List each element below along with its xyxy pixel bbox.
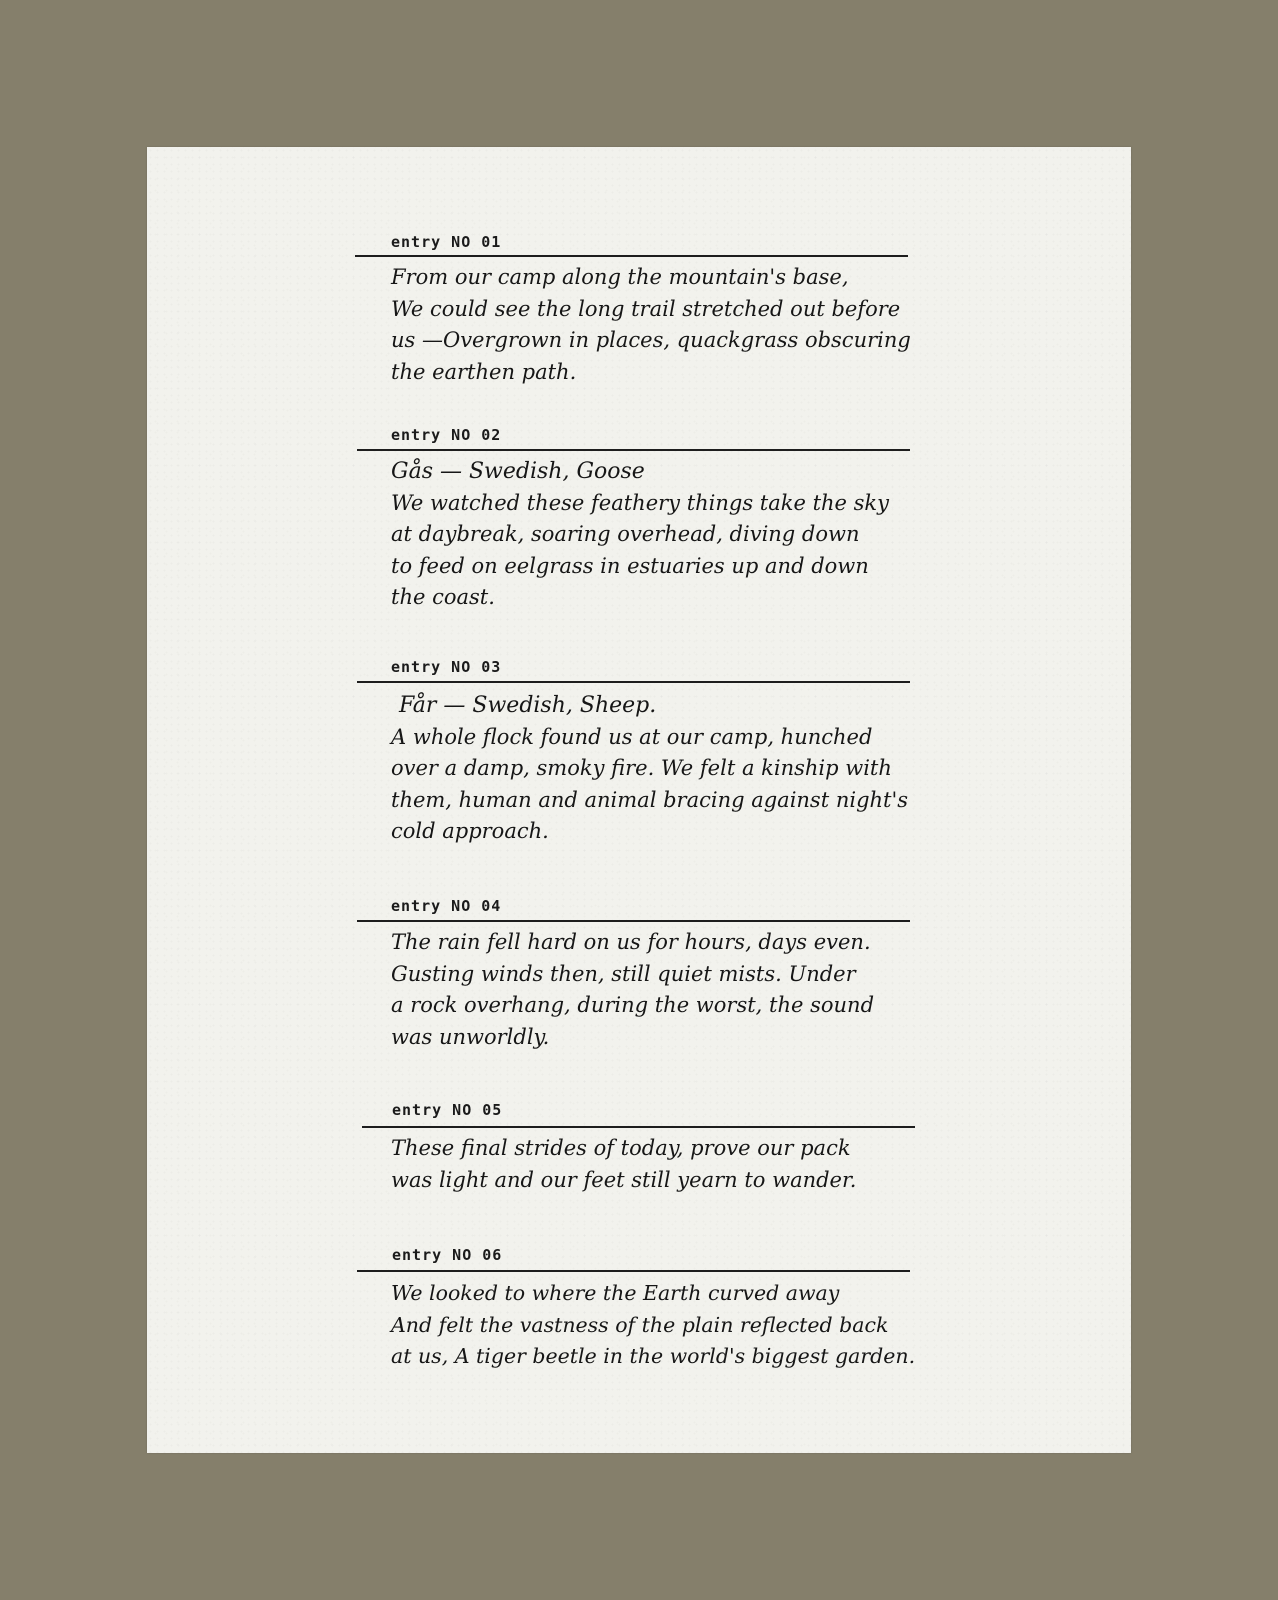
entry-line: Gusting winds then, still quiet mists. Under: [391, 961, 856, 986]
entry-line: A whole flock found us at our camp, hunched: [391, 724, 873, 749]
entry-label: entry NO 02: [391, 426, 502, 444]
entry-line: was unworldly.: [391, 1024, 550, 1049]
entry-line: We could see the long trail stretched out before: [391, 296, 901, 321]
entry-text: [391, 927, 951, 1053]
entry-line: We looked to where the Earth curved away: [391, 1281, 840, 1305]
entry-line: a rock overhang, during the worst, the sound: [391, 993, 875, 1017]
entry-divider: [357, 920, 910, 922]
entry-label: entry NO 01: [391, 233, 502, 251]
entry-divider: [357, 449, 910, 451]
entry-divider: [362, 1126, 915, 1128]
entry-text: [391, 1133, 951, 1196]
entry-line: And felt the vastness of the plain reflected back: [391, 1312, 889, 1337]
entry-heading: Får — Swedish, Sheep.: [399, 693, 657, 718]
entry-label: entry NO 06: [392, 1246, 503, 1264]
entry-text: [391, 262, 951, 388]
entry-label: entry NO 04: [391, 897, 502, 915]
entry-line: at us, A tiger beetle in the world's biggest garden.: [391, 1344, 916, 1368]
entry-line: them, human and animal bracing against night's: [391, 787, 909, 812]
entry-text: [391, 690, 951, 848]
entry-line: the earthen path.: [391, 359, 577, 384]
entry-line: at daybreak, soaring overhead, diving down: [391, 522, 860, 546]
entry-divider: [357, 681, 910, 683]
entry-line: The rain fell hard on us for hours, days even.: [391, 930, 871, 954]
entry-line: From our camp along the mountain's base,: [391, 265, 849, 289]
entry-line: was light and our feet still yearn to wander.: [391, 1167, 857, 1192]
entry-divider: [357, 1270, 910, 1272]
entry-line: us —Overgrown in places, quackgrass obscuring: [391, 328, 911, 352]
entry-line: to feed on eelgrass in estuaries up and down: [391, 553, 869, 578]
entry-line: These final strides of today, prove our pack: [391, 1136, 851, 1160]
entry-line: cold approach.: [391, 819, 549, 843]
entry-line: over a damp, smoky fire. We felt a kinship with: [391, 756, 892, 780]
entry-label: entry NO 03: [391, 658, 502, 676]
entry-divider: [355, 255, 908, 257]
entry-line: the coast.: [391, 585, 495, 609]
entry-line: We watched these feathery things take the sky: [391, 490, 890, 515]
entry-label: entry NO 05: [392, 1101, 503, 1119]
journal-page: [147, 147, 1131, 1453]
entry-heading: Gås — Swedish, Goose: [391, 459, 645, 484]
entry-text: [391, 456, 951, 614]
entry-text: [391, 1278, 951, 1373]
